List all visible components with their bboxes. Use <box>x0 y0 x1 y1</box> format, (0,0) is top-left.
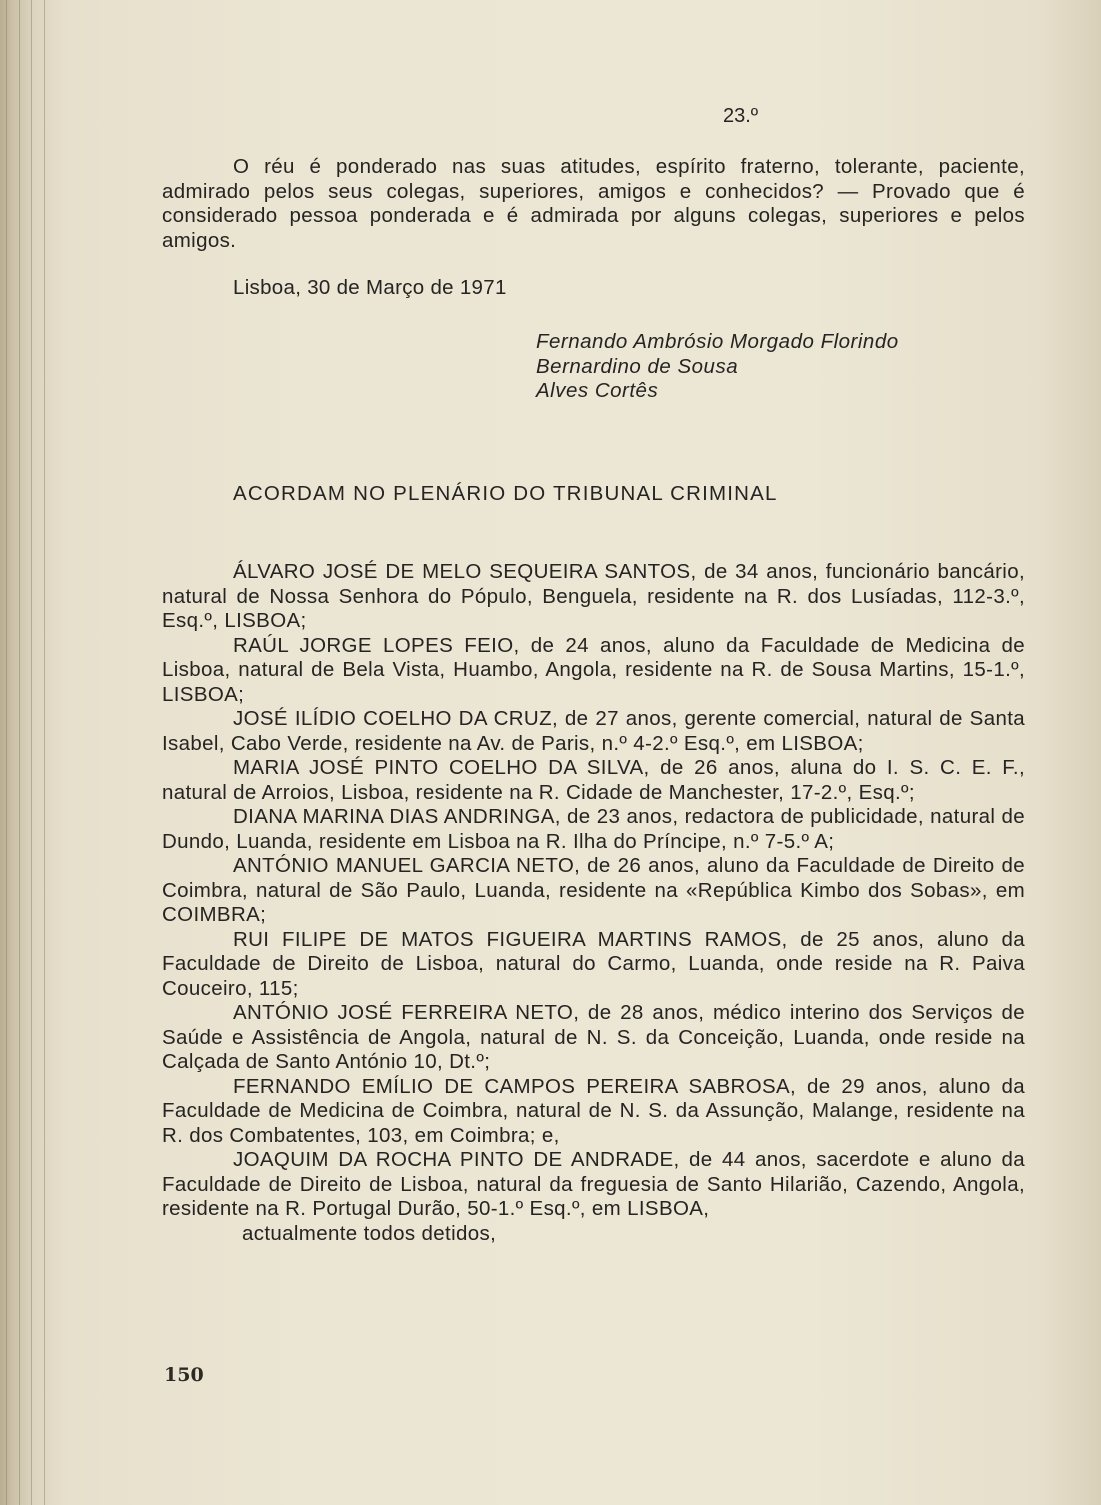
defendant-entry: JOAQUIM DA ROCHA PINTO DE ANDRADE, de 44 anos, sacerdote e aluno da Faculdade de Direito de Lisboa, natural da freguesia de Santo Hilarião, Cazendo, Angola, residente na R. Portugal Durão, 50-1.º Esq.º, em LISBOA, <box>162 1148 1025 1220</box>
page-edge-line <box>19 0 20 1505</box>
defendant-entry: RAÚL JORGE LOPES FEIO, de 24 anos, aluno da Faculdade de Medicina de Lisboa, natural de Bela Vista, Huambo, Angola, residente na R. de Sousa Martins, 15-1.º, LISBOA; <box>162 633 1025 706</box>
defendant-entry: ÁLVARO JOSÉ DE MELO SEQUEIRA SANTOS, de 34 anos, funcionário bancário, natural de Nossa Senhora do Pópulo, Benguela, residente na R. dos Lusíadas, 112-3.º, Esq.º, LISBOA; <box>162 560 1025 632</box>
place-and-date: Lisboa, 30 de Março de 1971 <box>233 276 507 299</box>
defendant-entry: ANTÓNIO JOSÉ FERREIRA NETO, de 28 anos, médico interino dos Serviços de Saúde e Assistência de Angola, natural de N. S. da Conceição, Luanda, onde reside na Calçada de Santo António 10, Dt.º; <box>162 1001 1025 1073</box>
page-folio-number: 150 <box>164 1364 204 1386</box>
question-number: 23.º <box>723 105 759 127</box>
defendant-entry: MARIA JOSÉ PINTO COELHO DA SILVA, de 26 anos, aluna do I. S. C. E. F., natural de Arroios, Lisboa, residente na R. Cidade de Manchester, 17-2.º, Esq.º; <box>162 756 1025 804</box>
judge-name: Alves Cortês <box>536 379 659 402</box>
defendant-entry: FERNANDO EMÍLIO DE CAMPOS PEREIRA SABROSA, de 29 anos, aluno da Faculdade de Medicina de Coimbra, natural de N. S. da Assunção, Malange, residente na R. dos Combatentes, 103, em Coimbra; e, <box>162 1074 1025 1147</box>
defendant-entry: RUI FILIPE DE MATOS FIGUEIRA MARTINS RAMOS, de 25 anos, aluno da Faculdade de Direito de Lisboa, natural do Carmo, Luanda, onde reside na R. Paiva Couceiro, 115; <box>162 927 1025 1000</box>
closing-line: actualmente todos detidos, <box>242 1221 497 1245</box>
judge-name: Fernando Ambrósio Morgado Florindo <box>536 330 899 353</box>
section-heading: ACORDAM NO PLENÁRIO DO TRIBUNAL CRIMINAL <box>233 482 778 505</box>
page-edge-line <box>31 0 32 1505</box>
defendant-entry: ANTÓNIO MANUEL GARCIA NETO, de 26 anos, aluno da Faculdade de Direito de Coimbra, natural de São Paulo, Luanda, residente na «República Kimbo dos Sobas», em COIMBRA; <box>162 854 1025 926</box>
judges-signatures <box>536 330 899 404</box>
page-edge-line <box>6 0 7 1505</box>
defendant-entry: DIANA MARINA DIAS ANDRINGA, de 23 anos, redactora de publicidade, natural de Dundo, Luanda, residente em Lisboa na R. Ilha do Príncipe, n.º 7-5.º A; <box>162 805 1025 853</box>
defendants-list <box>162 560 1025 1246</box>
page-edge-line <box>44 0 45 1505</box>
question-23-text: O réu é ponderado nas suas atitudes, espírito fraterno, tolerante, paciente, admirado pelos seus colegas, superiores, amigos e conhecidos? — Provado que é considerado pessoa ponderada e é admirada por alguns colegas, superiores e pelos amigos. <box>162 155 1025 252</box>
judge-name: Bernardino de Sousa <box>536 354 739 378</box>
defendant-entry: JOSÉ ILÍDIO COELHO DA CRUZ, de 27 anos, gerente comercial, natural de Santa Isabel, Cabo Verde, residente na Av. de Paris, n.º 4-2.º Esq.º, em LISBOA; <box>162 707 1025 755</box>
